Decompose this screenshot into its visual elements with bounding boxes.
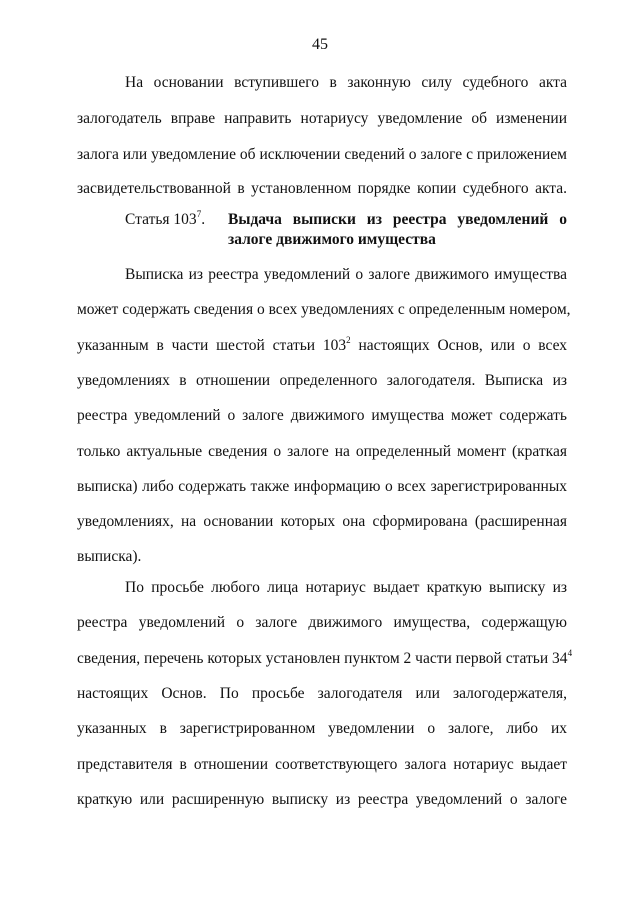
text-line: представителя в отношении соответствующего залога нотариус выдает <box>77 756 567 773</box>
article-label-suffix: . <box>201 211 206 228</box>
text-fragment: настоящих Основ, или о всех <box>350 337 567 354</box>
text-line: краткую или расширенную выписку из реестра уведомлений о залоге <box>77 791 567 808</box>
text-line: уведомлениях в отношении определенного залогодателя. Выписка из <box>77 372 567 389</box>
page-number: 45 <box>312 36 328 53</box>
text-line: уведомлениях, на основании которых она сформирована (расширенная <box>77 513 567 530</box>
text-line: залога или уведомление об исключении сведений о залоге с приложением <box>77 146 567 163</box>
text-line: засвидетельствованной в установленном порядке копии судебного акта. <box>77 180 567 197</box>
text-line: выписка). <box>77 548 142 565</box>
text-line: может содержать сведения о всех уведомлениях с определенным номером, <box>77 301 571 318</box>
article-title-line: залоге движимого имущества <box>228 231 436 248</box>
text-line <box>77 648 573 669</box>
text-line: настоящих Основ. По просьбе залогодателя или залогодержателя, <box>77 685 567 702</box>
article-label <box>125 210 205 230</box>
text-fragment: указанным в части шестой статьи 103 <box>77 337 347 354</box>
text-line: указанных в зарегистрированном уведомлении о залоге, либо их <box>77 720 567 737</box>
text-line: выписка) либо содержать также информацию о всех зарегистрированных <box>77 478 567 495</box>
text-line: реестра уведомлений о залоге движимого имущества, содержащую <box>77 614 567 631</box>
text-line: Выписка из реестра уведомлений о залоге движимого имущества <box>125 266 567 283</box>
text-line: На основании вступившего в законную силу судебного акта <box>125 74 567 91</box>
article-title-line: Выдача выписки из реестра уведомлений о <box>228 211 567 228</box>
text-fragment: сведения, перечень которых установлен пунктом 2 части первой статьи 34 <box>77 650 568 667</box>
text-line: реестра уведомлений о залоге движимого имущества может содержать <box>77 407 567 424</box>
article-label-prefix: Статья 103 <box>125 211 197 228</box>
text-line <box>77 336 567 356</box>
text-line: только актуальные сведения о залоге на определенный момент (краткая <box>77 443 567 460</box>
superscript: 2 <box>346 335 351 345</box>
article-title <box>228 210 567 250</box>
superscript: 4 <box>567 648 573 658</box>
text-line: залогодатель вправе направить нотариусу уведомление об изменении <box>77 110 567 127</box>
article-label-superscript: 7 <box>196 209 202 219</box>
text-line: По просьбе любого лица нотариус выдает краткую выписку из <box>125 579 567 596</box>
